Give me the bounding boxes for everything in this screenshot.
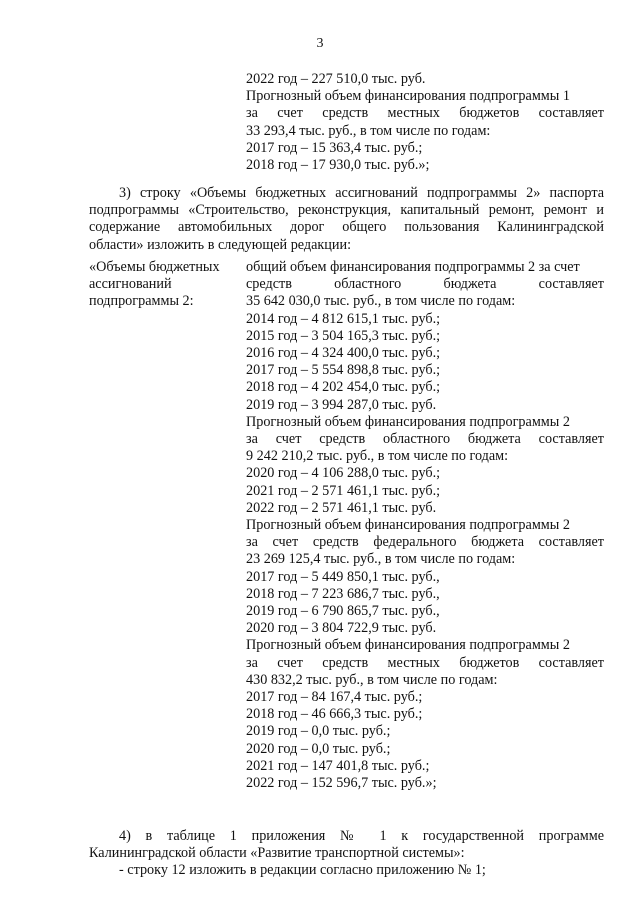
financing-line: 2016 год – 4 324 400,0 тыс. руб.; bbox=[246, 345, 441, 362]
top-financing-block bbox=[246, 71, 604, 174]
financing-line: 2015 год – 3 504 165,3 тыс. руб.; bbox=[246, 327, 441, 344]
financing-line: 35 642 030,0 тыс. руб., в том числе по годам: bbox=[246, 293, 516, 310]
financing-line: 23 269 125,4 тыс. руб., в том числе по годам: bbox=[246, 551, 516, 568]
financing-line: 2019 год – 0,0 тыс. руб.; bbox=[246, 723, 391, 740]
financing-line: 2022 год – 2 571 461,1 тыс. руб. bbox=[246, 499, 437, 516]
financing-line: 2021 год – 147 401,8 тыс. руб.; bbox=[246, 757, 430, 774]
financing-line: 2014 год – 4 812 615,1 тыс. руб.; bbox=[246, 310, 441, 327]
financing-line: Прогнозный объем финансирования подпрограммы 2 bbox=[246, 413, 570, 430]
financing-line: 2021 год – 2 571 461,1 тыс. руб.; bbox=[246, 482, 441, 499]
item-4-first-line: 4) в таблице 1 приложения № 1 к государственной программе bbox=[119, 828, 604, 844]
item-3-first-line: 3) строку «Объемы бюджетных ассигнований подпрограммы 2» паспорта bbox=[119, 185, 604, 201]
financing-line: за счет средств местных бюджетов составляет bbox=[246, 105, 604, 122]
item-4-third-line: - строку 12 изложить в редакции согласно приложению № 1; bbox=[119, 862, 486, 879]
item-4-second-line: Калининградской области «Развитие транспортной системы»: bbox=[89, 845, 465, 862]
financing-line: 2020 год – 3 804 722,9 тыс. руб. bbox=[246, 620, 437, 637]
item-3-paragraph bbox=[89, 185, 604, 254]
financing-line: 2018 год – 7 223 686,7 тыс. руб., bbox=[246, 585, 440, 602]
table-label-line: «Объемы бюджетных bbox=[89, 259, 220, 275]
financing-line: 2022 год – 227 510,0 тыс. руб. bbox=[246, 71, 426, 87]
financing-line: 2017 год – 5 449 850,1 тыс. руб., bbox=[246, 568, 440, 585]
financing-line: 2017 год – 5 554 898,8 тыс. руб.; bbox=[246, 362, 441, 379]
financing-line: 2018 год – 17 930,0 тыс. руб.»; bbox=[246, 157, 430, 174]
financing-line: 2018 год – 46 666,3 тыс. руб.; bbox=[246, 706, 423, 723]
financing-line: 2022 год – 152 596,7 тыс. руб.»; bbox=[246, 775, 437, 792]
financing-line: 9 242 210,2 тыс. руб., в том числе по годам: bbox=[246, 448, 509, 465]
financing-line: Прогнозный объем финансирования подпрограммы 2 bbox=[246, 517, 570, 534]
page-number: 3 bbox=[316, 36, 324, 51]
financing-line: 430 832,2 тыс. руб., в том числе по годам: bbox=[246, 671, 498, 688]
item-3-line: содержание автомобильных дорог общего пользования Калининградской bbox=[89, 219, 604, 236]
table-label-line: подпрограммы 2: bbox=[89, 293, 194, 310]
table-label-line: ассигнований bbox=[89, 276, 172, 293]
financing-line: средств областного бюджета составляет bbox=[246, 276, 604, 293]
item-3-line: подпрограммы «Строительство, реконструкция, капитальный ремонт, ремонт и bbox=[89, 202, 604, 219]
table-left-cell bbox=[89, 259, 239, 311]
table-right-cell bbox=[246, 259, 604, 792]
financing-line: общий объем финансирования подпрограммы 2 за счет bbox=[246, 259, 580, 275]
financing-line: Прогнозный объем финансирования подпрограммы 1 bbox=[246, 88, 570, 105]
item-4-paragraph bbox=[89, 828, 604, 880]
financing-line: 2017 год – 84 167,4 тыс. руб.; bbox=[246, 689, 423, 706]
financing-line: за счет средств местных бюджетов составляет bbox=[246, 654, 604, 671]
financing-line: 2020 год – 0,0 тыс. руб.; bbox=[246, 740, 391, 757]
financing-line: за счет средств федерального бюджета составляет bbox=[246, 534, 604, 551]
financing-line: за счет средств областного бюджета составляет bbox=[246, 431, 604, 448]
financing-line: 2019 год – 3 994 287,0 тыс. руб. bbox=[246, 396, 437, 413]
financing-line: 2020 год – 4 106 288,0 тыс. руб.; bbox=[246, 465, 441, 482]
financing-line: 2019 год – 6 790 865,7 тыс. руб., bbox=[246, 603, 440, 620]
financing-line: Прогнозный объем финансирования подпрограммы 2 bbox=[246, 637, 570, 654]
financing-line: 2018 год – 4 202 454,0 тыс. руб.; bbox=[246, 379, 441, 396]
item-3-last-line: области» изложить в следующей редакции: bbox=[89, 236, 352, 253]
financing-line: 33 293,4 тыс. руб., в том числе по годам: bbox=[246, 122, 491, 139]
financing-line: 2017 год – 15 363,4 тыс. руб.; bbox=[246, 139, 423, 156]
